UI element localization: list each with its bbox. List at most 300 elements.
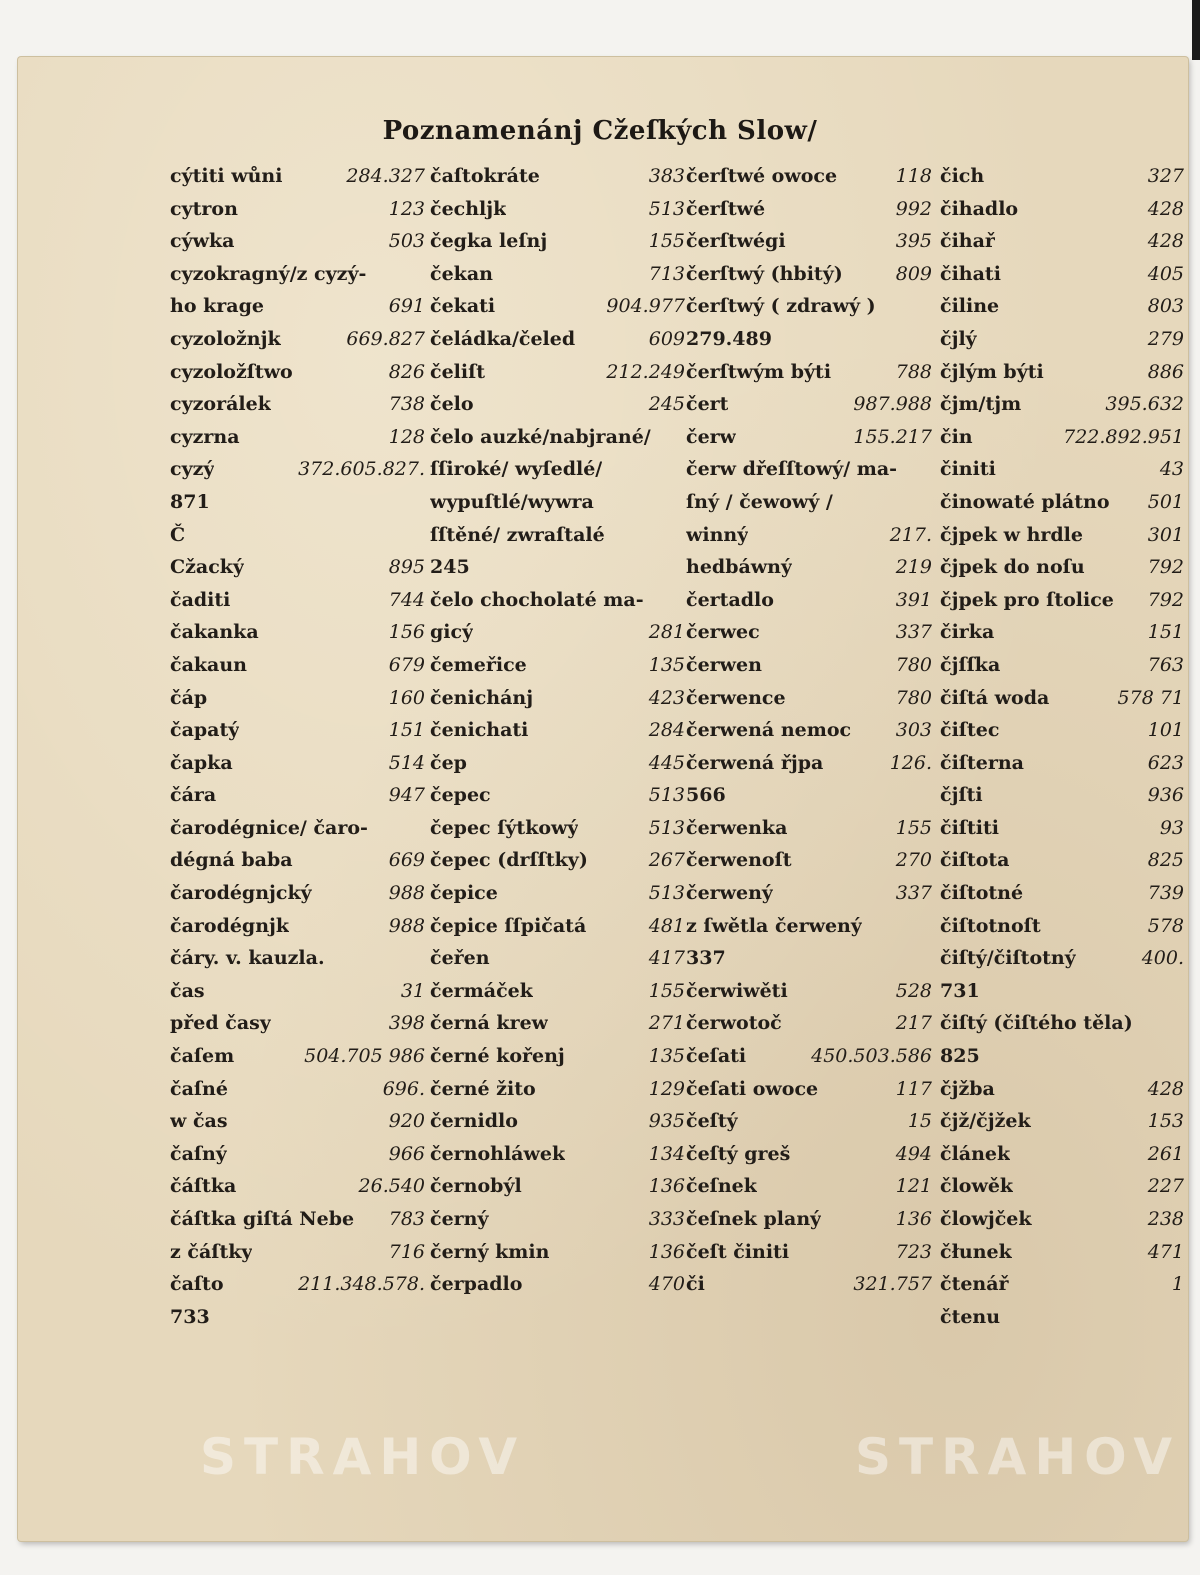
entry-page-ref: 809 <box>895 262 932 285</box>
entry-page-ref: 783 <box>388 1208 425 1230</box>
entry-page-ref: 227 <box>1147 1175 1184 1198</box>
entry-term: čeřen <box>430 947 490 970</box>
index-entry <box>940 942 1184 975</box>
entry-term: čep <box>430 751 467 774</box>
index-entry <box>940 453 1184 486</box>
entry-page-ref: 423 <box>648 686 685 709</box>
entry-page-ref: 372.605.827. <box>298 458 425 481</box>
entry-term: ſný / čewowý / <box>686 490 833 513</box>
entry-page-ref: 501 <box>1147 490 1184 513</box>
entry-page-ref: 261 <box>1147 1142 1184 1165</box>
index-entry <box>940 1138 1184 1171</box>
entry-term: čekati <box>430 295 496 318</box>
entry-page-ref: 966 <box>388 1142 425 1165</box>
index-entry <box>686 714 932 747</box>
index-entry <box>686 812 932 845</box>
entry-term: čiſtota <box>940 849 1010 872</box>
entry-term: člowjček <box>940 1208 1032 1230</box>
entry-term: černý kmin <box>430 1240 550 1263</box>
entry-term: čenichánj <box>430 686 534 709</box>
entry-page-ref: 135 <box>648 1045 685 1068</box>
entry-page-ref: 321.757 <box>853 1273 932 1296</box>
index-entry <box>686 877 932 910</box>
index-entry <box>940 1268 1184 1301</box>
index-entry <box>686 910 932 943</box>
index-entry <box>170 193 425 226</box>
entry-page-ref: 470 <box>648 1273 685 1296</box>
entry-term: ſſiroké/ wyſedlé/ <box>430 458 603 481</box>
entry-page-ref: 904.977 <box>606 295 685 318</box>
entry-term: černobýl <box>430 1175 522 1198</box>
entry-page-ref: 327 <box>1147 165 1184 187</box>
entry-term: čjžba <box>940 1077 995 1100</box>
entry-term: čepec ſýtkowý <box>430 816 579 839</box>
watermark-right: STRAHOV <box>855 1428 1181 1486</box>
entry-term: 245 <box>430 556 470 579</box>
index-entry <box>686 975 932 1008</box>
entry-page-ref: 450.503.586 <box>811 1045 932 1068</box>
entry-term: čerſtwégi <box>686 230 786 253</box>
index-entry <box>686 323 932 356</box>
entry-page-ref: 160 <box>388 686 425 709</box>
entry-term: 733 <box>170 1305 210 1328</box>
index-entry <box>430 323 685 356</box>
entry-term: čepice <box>430 882 498 905</box>
entry-term: čihař <box>940 230 995 253</box>
entry-term: čerwený <box>686 882 773 905</box>
entry-page-ref: 744 <box>388 588 425 611</box>
entry-term: černý <box>430 1208 489 1230</box>
entry-term: čaſem <box>170 1045 235 1068</box>
index-entry <box>430 551 685 584</box>
index-entry <box>170 486 425 519</box>
entry-page-ref: 713 <box>648 262 685 285</box>
index-entry <box>940 649 1184 682</box>
entry-term: 825 <box>940 1045 980 1068</box>
index-entry <box>170 356 425 389</box>
entry-page-ref: 428 <box>1147 197 1184 220</box>
entry-page-ref: 826 <box>388 360 425 383</box>
entry-page-ref: 780 <box>895 653 932 676</box>
entry-term: čeſtý greš <box>686 1142 791 1165</box>
entry-term: Cžacký <box>170 556 244 579</box>
index-entry <box>686 453 932 486</box>
entry-term: čeſt činiti <box>686 1240 790 1263</box>
index-entry <box>686 1073 932 1106</box>
entry-page-ref: 987.988 <box>853 393 932 416</box>
entry-page-ref: 679 <box>388 653 425 676</box>
entry-page-ref: 31 <box>400 979 425 1002</box>
entry-term: cyzoložſtwo <box>170 360 293 383</box>
entry-term: čin <box>940 425 973 448</box>
entry-page-ref: 513 <box>648 816 685 839</box>
index-entry <box>940 844 1184 877</box>
index-entry <box>170 225 425 258</box>
entry-page-ref: 992 <box>895 197 932 220</box>
index-entry <box>170 1268 425 1301</box>
index-entry <box>686 356 932 389</box>
entry-page-ref: 669.827 <box>346 327 425 350</box>
entry-term: čepec <box>430 784 491 807</box>
index-entry <box>170 258 425 291</box>
entry-page-ref: 333 <box>648 1208 685 1230</box>
index-entry <box>940 877 1184 910</box>
entry-page-ref: 738 <box>388 393 425 416</box>
index-entry <box>170 1007 425 1040</box>
entry-page-ref: 337 <box>895 621 932 644</box>
index-entry <box>170 519 425 552</box>
entry-term: čarodégnjcký <box>170 882 312 905</box>
entry-page-ref: 155 <box>895 816 932 839</box>
entry-term: čáſtka giſtá Nebe <box>170 1208 355 1230</box>
entry-term: čjpek do noſu <box>940 556 1085 579</box>
entry-page-ref: 895 <box>388 556 425 579</box>
entry-page-ref: 303 <box>895 719 932 742</box>
index-entry <box>686 421 932 454</box>
index-entry <box>170 1105 425 1138</box>
index-entry <box>170 747 425 780</box>
index-entry <box>940 323 1184 356</box>
entry-term: člowěk <box>940 1175 1014 1198</box>
entry-page-ref: 134 <box>648 1142 685 1165</box>
entry-term: čeſnek <box>686 1175 757 1198</box>
entry-term: čeſati <box>686 1045 747 1068</box>
entry-term: čiline <box>940 295 1000 318</box>
index-column-3 <box>686 160 932 1301</box>
entry-term: čáry. v. kauzla. <box>170 947 325 970</box>
index-entry <box>940 714 1184 747</box>
index-entry <box>430 812 685 845</box>
entry-page-ref: 398 <box>388 1012 425 1035</box>
index-entry <box>940 290 1184 323</box>
entry-page-ref: 920 <box>388 1110 425 1133</box>
entry-term: dégná baba <box>170 849 293 872</box>
entry-term: čemeřice <box>430 653 527 676</box>
index-entry <box>170 551 425 584</box>
index-entry <box>430 160 685 193</box>
entry-term: činowaté plátno <box>940 490 1110 513</box>
entry-page-ref: 128 <box>388 425 425 448</box>
index-entry <box>430 747 685 780</box>
entry-term: čerwená nemoc <box>686 719 852 742</box>
index-entry <box>170 682 425 715</box>
entry-term: čerwec <box>686 621 760 644</box>
entry-page-ref: 716 <box>388 1240 425 1263</box>
entry-term: čeſtý <box>686 1110 738 1133</box>
entry-page-ref: 763 <box>1147 653 1184 676</box>
index-entry <box>430 1040 685 1073</box>
entry-page-ref: 153 <box>1147 1110 1184 1133</box>
index-entry <box>940 193 1184 226</box>
index-entry <box>686 290 932 323</box>
index-entry <box>430 942 685 975</box>
entry-term: čermáček <box>430 979 533 1002</box>
index-entry <box>686 1040 932 1073</box>
entry-term: čiſtec <box>940 719 1000 742</box>
entry-term: čerw <box>686 425 737 448</box>
index-entry <box>430 519 685 552</box>
index-entry <box>940 682 1184 715</box>
index-entry <box>170 1301 425 1334</box>
entry-term: wypuſtlé/wywra <box>430 490 594 513</box>
entry-term: černidlo <box>430 1110 518 1133</box>
index-entry <box>430 453 685 486</box>
entry-term: 731 <box>940 979 980 1002</box>
entry-page-ref: 669 <box>388 849 425 872</box>
entry-term: čarodégnjk <box>170 914 290 937</box>
entry-term: čerſtwé owoce <box>686 165 838 187</box>
entry-page-ref: 136 <box>648 1240 685 1263</box>
index-entry <box>430 193 685 226</box>
entry-term: čjpek pro ſtolice <box>940 588 1114 611</box>
entry-term: cýtiti wůni <box>170 165 283 187</box>
index-entry <box>430 1138 685 1171</box>
entry-term: Č <box>170 523 186 546</box>
entry-page-ref: 212.249 <box>606 360 685 383</box>
index-entry <box>170 421 425 454</box>
entry-page-ref: 445 <box>648 751 685 774</box>
entry-page-ref: 988 <box>388 882 425 905</box>
entry-page-ref: 578 <box>1147 914 1184 937</box>
entry-term: čjm/tjm <box>940 393 1022 416</box>
entry-page-ref: 301 <box>1147 523 1184 546</box>
entry-term: čepec (drſſtky) <box>430 849 588 872</box>
entry-term: čiſtotnoſt <box>940 914 1041 937</box>
entry-page-ref: 886 <box>1147 360 1184 383</box>
entry-term: čáp <box>170 686 208 709</box>
entry-page-ref: 151 <box>388 719 425 742</box>
entry-term: čtenář <box>940 1273 1009 1296</box>
entry-term: ho krage <box>170 295 264 318</box>
entry-page-ref: 723 <box>895 1240 932 1263</box>
entry-page-ref: 271 <box>648 1012 685 1035</box>
entry-page-ref: 935 <box>648 1110 685 1133</box>
entry-page-ref: 494 <box>895 1142 932 1165</box>
entry-term: čerwen <box>686 653 762 676</box>
index-entry <box>430 388 685 421</box>
index-entry <box>686 1203 932 1236</box>
index-column-1 <box>170 160 425 1333</box>
index-entry <box>430 486 685 519</box>
entry-term: čapatý <box>170 719 240 742</box>
index-entry <box>686 844 932 877</box>
index-entry <box>170 323 425 356</box>
entry-page-ref: 15 <box>907 1110 932 1133</box>
entry-term: čaſné <box>170 1077 228 1100</box>
index-entry <box>686 584 932 617</box>
index-entry <box>686 1236 932 1269</box>
entry-term: čakanka <box>170 621 259 644</box>
index-entry <box>430 225 685 258</box>
entry-term: čerwotoč <box>686 1012 782 1035</box>
entry-term: článek <box>940 1142 1011 1165</box>
index-entry <box>686 649 932 682</box>
entry-page-ref: 284.327 <box>346 165 425 187</box>
entry-page-ref: 792 <box>1147 556 1184 579</box>
entry-term: čerpadlo <box>430 1273 523 1296</box>
index-entry <box>940 1040 1184 1073</box>
entry-page-ref: 417 <box>648 947 685 970</box>
index-entry <box>430 910 685 943</box>
scanner-edge <box>1192 0 1200 60</box>
index-entry <box>170 975 425 1008</box>
entry-term: před časy <box>170 1012 271 1035</box>
entry-page-ref: 135 <box>648 653 685 676</box>
index-entry <box>430 356 685 389</box>
entry-term: čjlý <box>940 327 977 350</box>
index-entry <box>430 779 685 812</box>
entry-term: čelo <box>430 393 474 416</box>
entry-page-ref: 504.705 986 <box>304 1045 425 1068</box>
entry-page-ref: 803 <box>1147 295 1184 318</box>
index-entry <box>686 616 932 649</box>
index-entry <box>686 193 932 226</box>
index-entry <box>170 714 425 747</box>
index-entry <box>686 682 932 715</box>
entry-term: čeliſt <box>430 360 486 383</box>
index-entry <box>940 1073 1184 1106</box>
index-entry <box>686 1138 932 1171</box>
entry-page-ref: 513 <box>648 197 685 220</box>
entry-page-ref: 947 <box>388 784 425 807</box>
entry-page-ref: 101 <box>1147 719 1184 742</box>
entry-term: cyzorálek <box>170 393 271 416</box>
index-entry <box>430 616 685 649</box>
entry-term: čerſtwý ( zdrawý ) <box>686 295 876 318</box>
entry-term: 279.489 <box>686 327 772 350</box>
entry-page-ref: 503 <box>388 230 425 253</box>
entry-page-ref: 528 <box>895 979 932 1002</box>
index-entry <box>686 747 932 780</box>
entry-page-ref: 245 <box>648 393 685 416</box>
index-entry <box>430 649 685 682</box>
entry-term: čechljk <box>430 197 507 220</box>
entry-page-ref: 151 <box>1147 621 1184 644</box>
index-entry <box>940 258 1184 291</box>
entry-page-ref: 121 <box>895 1175 932 1198</box>
entry-page-ref: 26.540 <box>358 1175 425 1198</box>
page-heading: Poznamenánj Cžeſkých Slow/ <box>382 116 818 146</box>
index-entry <box>686 551 932 584</box>
index-entry <box>170 877 425 910</box>
entry-page-ref: 211.348.578. <box>298 1273 425 1296</box>
index-entry <box>430 975 685 1008</box>
entry-page-ref: 219 <box>895 556 932 579</box>
entry-term: čaſto <box>170 1273 224 1296</box>
entry-page-ref: 391 <box>895 588 932 611</box>
entry-page-ref: 1 <box>1171 1273 1184 1296</box>
entry-term: čakaun <box>170 653 247 676</box>
entry-page-ref: 238 <box>1147 1208 1184 1230</box>
entry-page-ref: 792 <box>1147 588 1184 611</box>
entry-term: čirka <box>940 621 995 644</box>
index-entry <box>940 747 1184 780</box>
entry-term: čerwiwěti <box>686 979 788 1002</box>
index-entry <box>686 258 932 291</box>
index-entry <box>430 1105 685 1138</box>
index-entry <box>170 844 425 877</box>
entry-term: čjſſka <box>940 653 1001 676</box>
index-entry <box>170 1040 425 1073</box>
index-entry <box>430 1073 685 1106</box>
entry-term: čerwenka <box>686 816 788 839</box>
entry-page-ref: 428 <box>1147 230 1184 253</box>
entry-term: či <box>686 1273 705 1296</box>
entry-page-ref: 780 <box>895 686 932 709</box>
index-entry <box>686 1007 932 1040</box>
index-entry <box>430 1203 685 1236</box>
entry-term: čáſtka <box>170 1175 237 1198</box>
entry-term: čerſtwé <box>686 197 766 220</box>
index-entry <box>430 258 685 291</box>
entry-page-ref: 395 <box>895 230 932 253</box>
index-entry <box>686 388 932 421</box>
index-entry <box>170 1073 425 1106</box>
entry-term: 871 <box>170 490 210 513</box>
index-entry <box>686 942 932 975</box>
index-entry <box>170 942 425 975</box>
entry-page-ref: 126. <box>889 751 932 774</box>
index-entry <box>940 1170 1184 1203</box>
entry-page-ref: 217 <box>895 1012 932 1035</box>
entry-term: čerſtwý (hbitý) <box>686 262 843 285</box>
index-entry <box>686 160 932 193</box>
entry-term: cytron <box>170 197 238 220</box>
index-entry <box>940 1203 1184 1236</box>
entry-term: cyzrna <box>170 425 240 448</box>
watermark-left: STRAHOV <box>200 1428 526 1486</box>
index-entry <box>940 779 1184 812</box>
index-entry <box>940 551 1184 584</box>
entry-page-ref: 279 <box>1147 327 1184 350</box>
index-entry <box>940 486 1184 519</box>
entry-page-ref: 696. <box>382 1077 425 1100</box>
entry-page-ref: 395.632 <box>1105 393 1184 416</box>
entry-page-ref: 155 <box>648 979 685 1002</box>
entry-term: čas <box>170 979 205 1002</box>
index-entry <box>940 1105 1184 1138</box>
entry-page-ref: 267 <box>648 849 685 872</box>
index-entry <box>430 1170 685 1203</box>
index-entry <box>430 682 685 715</box>
index-entry <box>686 1170 932 1203</box>
entry-term: čekan <box>430 262 493 285</box>
entry-page-ref: 691 <box>388 295 425 318</box>
entry-term: čerwence <box>686 686 786 709</box>
entry-term: cyzokragný/z cyzý- <box>170 262 367 285</box>
index-entry <box>940 421 1184 454</box>
entry-page-ref: 383 <box>648 165 685 187</box>
entry-term: čjž/čjžek <box>940 1110 1031 1133</box>
entry-page-ref: 118 <box>895 165 932 187</box>
entry-page-ref: 284 <box>648 719 685 742</box>
index-entry <box>940 1007 1184 1040</box>
entry-term: černé kořenj <box>430 1045 565 1068</box>
index-entry <box>170 910 425 943</box>
index-entry <box>686 486 932 519</box>
entry-term: gicý <box>430 621 474 644</box>
entry-page-ref: 578 71 <box>1117 686 1184 709</box>
entry-page-ref: 270 <box>895 849 932 872</box>
index-entry <box>430 1236 685 1269</box>
index-entry <box>170 649 425 682</box>
entry-term: hedbáwný <box>686 556 792 579</box>
entry-page-ref: 623 <box>1147 751 1184 774</box>
entry-page-ref: 936 <box>1147 784 1184 807</box>
index-column-4 <box>940 160 1184 1333</box>
entry-page-ref: 155.217 <box>853 425 932 448</box>
entry-term: čarodégnice/ čaro- <box>170 816 368 839</box>
